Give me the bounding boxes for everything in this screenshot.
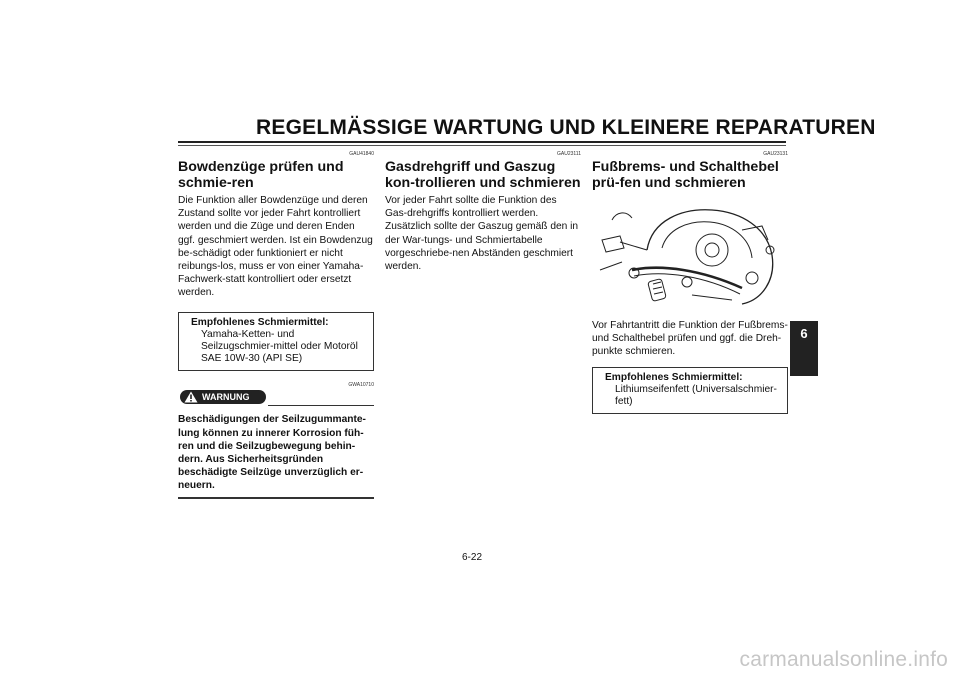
warning-badge <box>180 390 266 404</box>
lubricant-box <box>592 367 788 415</box>
column-cables <box>178 150 374 499</box>
section-body: Vor Fahrtantritt die Funktion der Fußbrems-und Schalthebel prüfen und ggf. die Dreh-punkte schmieren. <box>592 320 788 358</box>
section-code: GAU23111 <box>557 151 581 157</box>
chapter-tab: 6 <box>790 321 818 376</box>
column-levers <box>592 150 788 414</box>
lubricant-value: Yamaha-Ketten- und Seilzugschmier-mittel oder Motoröl SAE 10W-30 (API SE) <box>201 328 358 365</box>
watermark: carmanualsonline.info <box>739 648 948 671</box>
section-heading: Fußbrems- und Schalthebel prü-fen und schmieren <box>592 159 779 191</box>
brake-pedal-illustration <box>592 200 788 306</box>
warning-header <box>178 389 374 407</box>
section-body: Die Funktion aller Bowdenzüge und deren Zustand sollte vor jeder Fahrt kontrolliert werden und die Züge und deren Enden ggf. geschmiert werden. Ist ein Bowdenzug be-schädigt oder funktioniert er nicht reibungs-los, muss er von einer Yamaha-Fachwerk-statt kontrolliert oder ersetzt werden. <box>178 195 373 299</box>
warning-label: WARNUNG <box>202 392 250 403</box>
section-code: GAU23131 <box>763 151 788 157</box>
warning-code: GWA10710 <box>348 382 374 389</box>
lubricant-label: Empfohlenes Schmiermittel: <box>605 371 743 383</box>
title-rule-thin <box>178 145 786 146</box>
page-number: 6-22 <box>462 552 483 563</box>
column-throttle <box>385 150 581 273</box>
section-heading: Gasdrehgriff und Gaszug kon-trollieren und schmieren <box>385 159 581 191</box>
lubricant-box <box>178 312 374 372</box>
warning-triangle-icon <box>184 391 198 403</box>
section-code: GAU41840 <box>349 151 374 157</box>
lubricant-value: Lithiumseifenfett (Universalschmier-fett) <box>615 383 777 408</box>
warning-text: Beschädigungen der Seilzugummante-lung können zu innerer Korrosion füh-ren und die Seilzugbewegung behin-dern. Aus Sicherheitsgründen beschädigte Seilzüge unverzüglich er-neuern. <box>178 407 374 498</box>
section-body: Vor jeder Fahrt sollte die Funktion des Gas-drehgriffs kontrolliert werden. Zusätzlich sollte der Gaszug gemäß den in der War-tungs- und Schmiertabelle vorgeschriebe-nen Abständen geschmiert werden. <box>385 195 579 273</box>
lubricant-label: Empfohlenes Schmiermittel: <box>191 316 329 328</box>
title-rule <box>178 141 786 143</box>
warning-rule <box>268 405 374 406</box>
section-heading: Bowdenzüge prüfen und schmie-ren <box>178 159 344 191</box>
page-title: REGELMÄSSIGE WARTUNG UND KLEINERE REPARATUREN <box>256 116 876 139</box>
